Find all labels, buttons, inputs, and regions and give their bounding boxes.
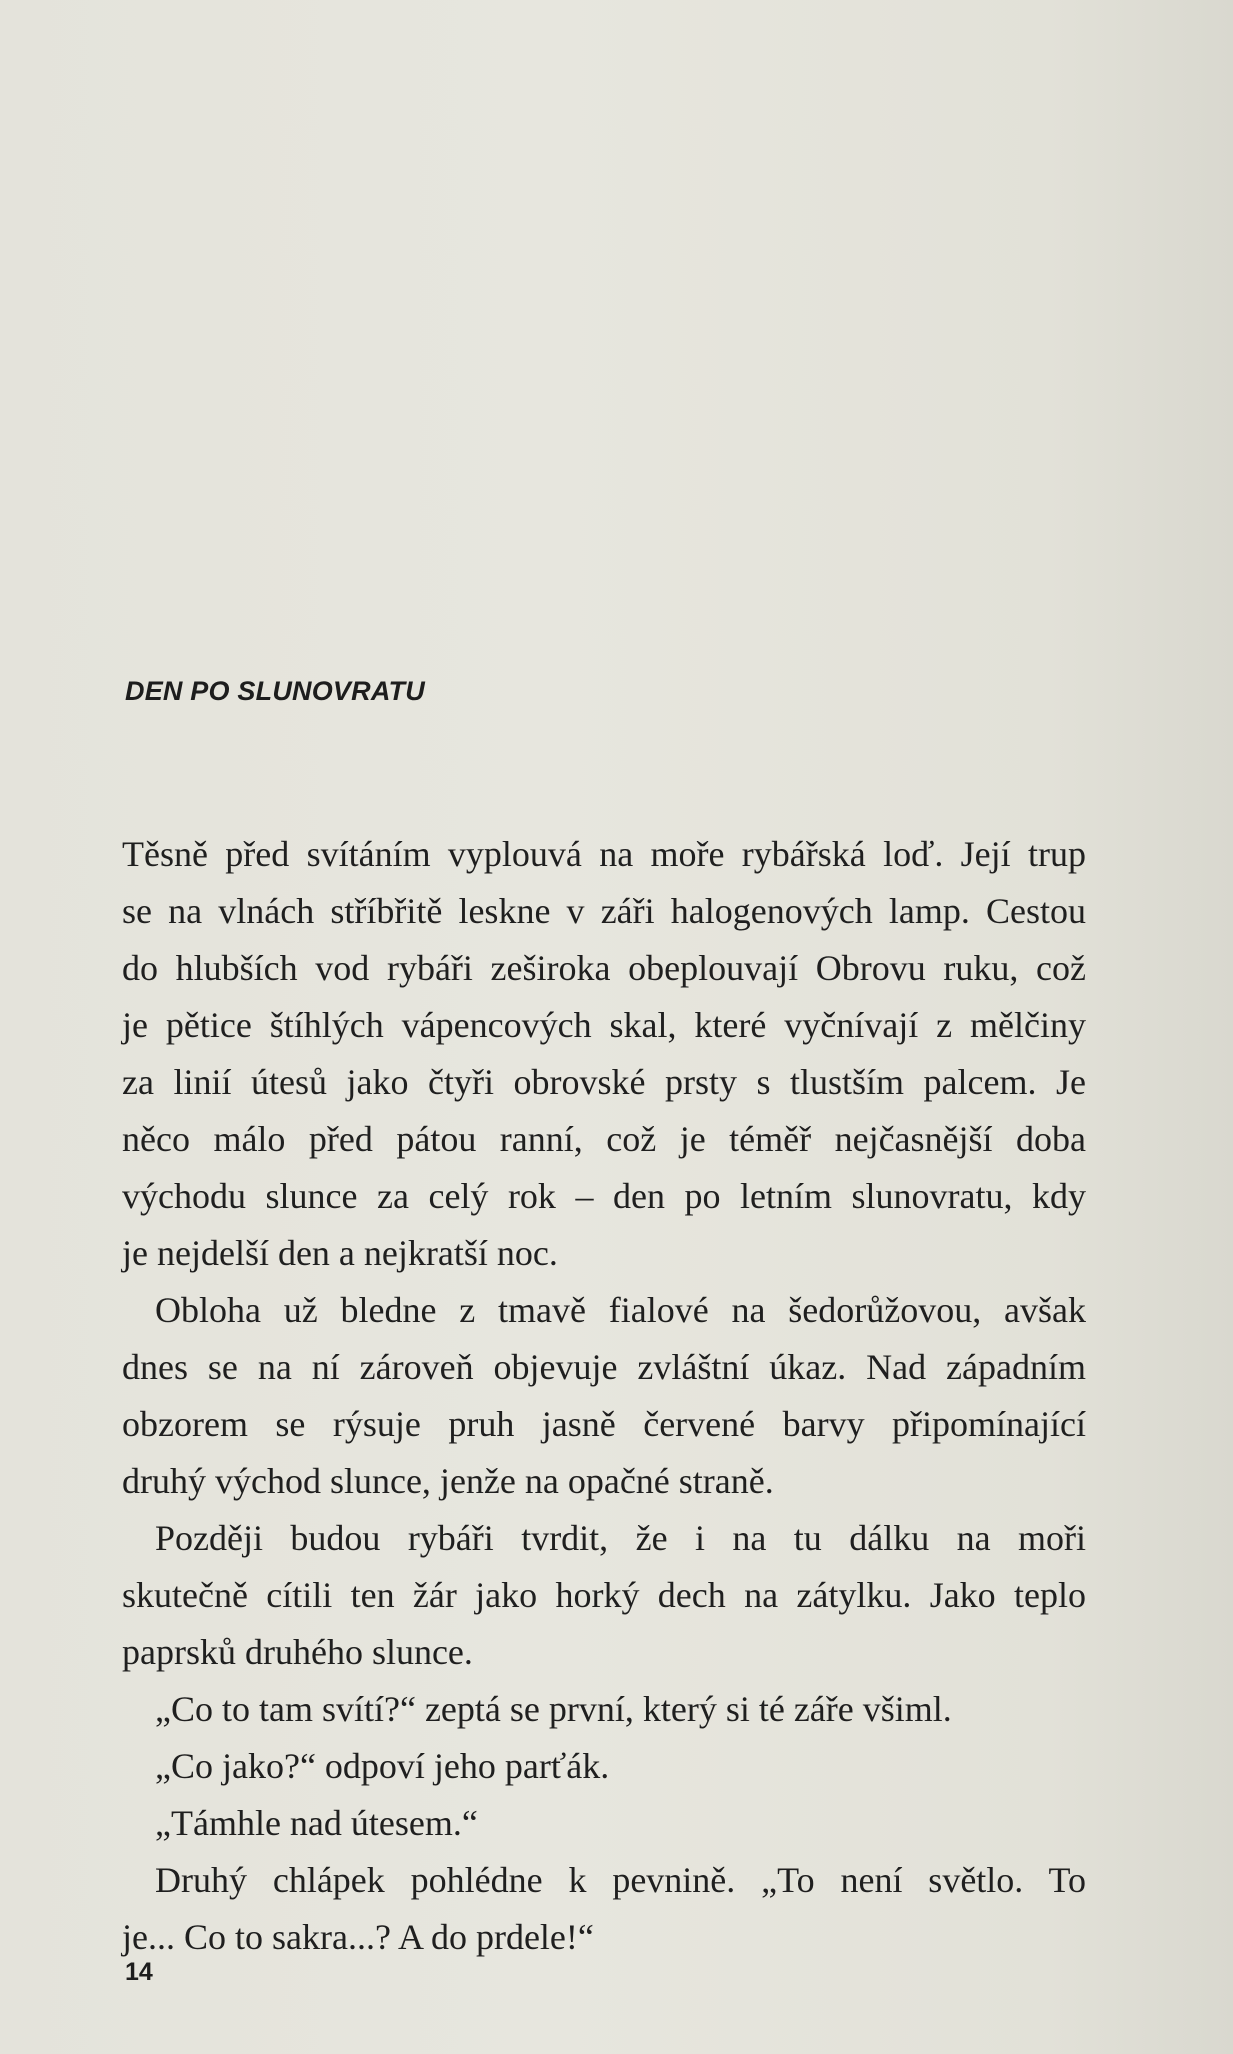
paragraph — [122, 826, 1086, 1282]
text-line: skutečně cítili ten žár jako horký dech na zátylku. Jako teplo — [122, 1575, 1086, 1615]
chapter-title: DEN PO SLUNOVRATU — [125, 676, 425, 706]
text-line: obzorem se rýsuje pruh jasně červené barvy připomínající — [122, 1404, 1086, 1444]
text-line: za linií útesů jako čtyři obrovské prsty s tlustším palcem. Je — [122, 1062, 1086, 1102]
text-line: je pětice štíhlých vápencových skal, které vyčnívají z mělčiny — [122, 1005, 1086, 1045]
text-line: Později budou rybáři tvrdit, že i na tu dálku na moři — [155, 1518, 1086, 1558]
paragraph — [122, 1795, 1086, 1852]
text-line: něco málo před pátou ranní, což je téměř nejčasnější doba — [122, 1119, 1086, 1159]
page-number: 14 — [125, 1958, 153, 1986]
text-line: východu slunce za celý rok – den po letním slunovratu, kdy — [122, 1176, 1086, 1216]
paragraph — [122, 1510, 1086, 1681]
text-line: „Co to tam svítí?“ zeptá se první, který si té záře všiml. — [155, 1689, 952, 1729]
paragraph — [122, 1852, 1086, 1966]
paragraph — [122, 1282, 1086, 1510]
text-line: Obloha už bledne z tmavě fialové na šedorůžovou, avšak — [155, 1290, 1086, 1330]
text-line: paprsků druhého slunce. — [122, 1632, 473, 1672]
text-line: do hlubších vod rybáři zeširoka obeplouvají Obrovu ruku, což — [122, 948, 1086, 988]
text-line: Druhý chlápek pohlédne k pevnině. „To není světlo. To — [155, 1860, 1086, 1900]
text-line: se na vlnách stříbřitě leskne v záři halogenových lamp. Cestou — [122, 891, 1086, 931]
text-line: druhý východ slunce, jenže na opačné straně. — [122, 1461, 774, 1501]
text-line: Těsně před svítáním vyplouvá na moře rybářská loď. Její trup — [122, 834, 1086, 874]
text-line: dnes se na ní zároveň objevuje zvláštní úkaz. Nad západním — [122, 1347, 1086, 1387]
paragraph — [122, 1738, 1086, 1795]
paragraph — [122, 1681, 1086, 1738]
text-line: „Co jako?“ odpoví jeho parťák. — [155, 1746, 610, 1786]
chapter-body — [122, 826, 1086, 1966]
text-line: „Támhle nad útesem.“ — [155, 1803, 478, 1843]
text-line: je nejdelší den a nejkratší noc. — [122, 1233, 558, 1273]
text-line: je... Co to sakra...? A do prdele!“ — [122, 1917, 594, 1957]
